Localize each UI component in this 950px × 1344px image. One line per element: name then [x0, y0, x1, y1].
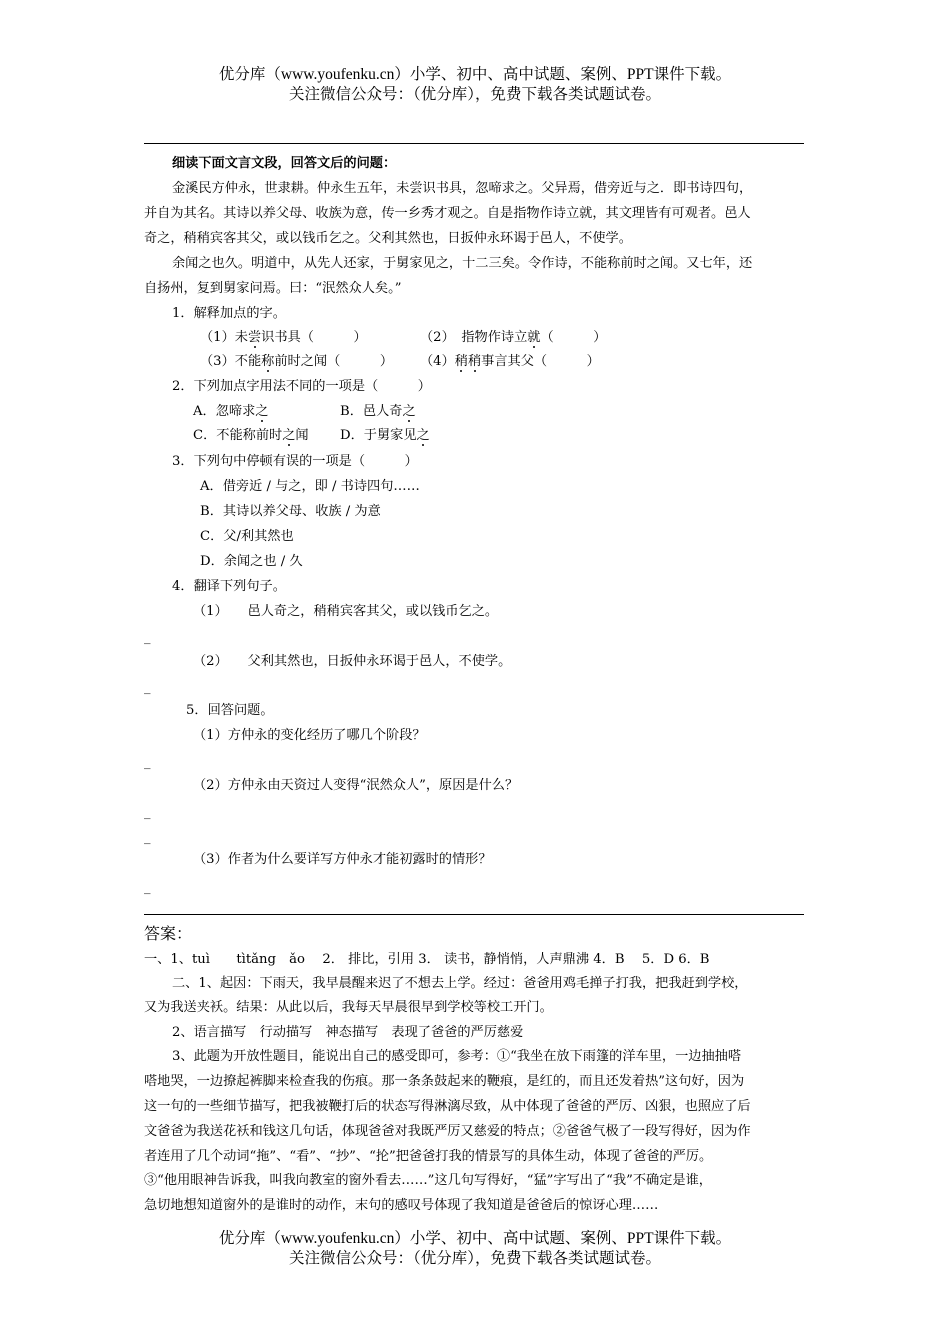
- answer-line: ③“他用眼神告诉我，叫我向教室的窗外看去……”这几句写得好，“猛”字写出了“我”不确定是谁，: [144, 1173, 712, 1188]
- q2-option-a: [193, 403, 268, 421]
- answer-line: 二、1、起因：下雨天，我早晨醒来迟了不想去上学。经过：爸爸用鸡毛掸子打我，把我赶到学校，: [172, 976, 748, 991]
- answer-line: 者连用了几个动词“拖”、“看”、“抄”、“抡”把爸爸打我的情景写的具体生动，体现了爸爸的严厉。: [144, 1149, 713, 1164]
- answer-line: 嗒地哭，一边撩起裤脚来检查我的伤痕。那一条条鼓起来的鞭痕，是红的，而且还发着热”这句好，因为: [144, 1074, 745, 1089]
- question-5-stem: 5．回答问题。: [186, 703, 274, 718]
- instruction: 细读下面文言文段，回答文后的问题：: [172, 156, 397, 171]
- answers-title: 答案：: [144, 924, 193, 943]
- q3-option-d: D．余闻之也 / 久: [200, 554, 303, 569]
- q3-option-c: C．父/利其然也: [200, 529, 294, 544]
- q2-option-d-text: D．于舅家见: [340, 428, 417, 443]
- q2-option-a-text: A．忽啼求: [193, 404, 256, 419]
- q1-item-3-pre: （3）不能: [200, 354, 262, 369]
- answer-blank-marker: _: [144, 630, 151, 645]
- q2-option-a-dotted-char: 之: [255, 404, 269, 419]
- q2-option-d-dotted-char: 之: [416, 428, 430, 443]
- q1-item-3-dotted-char: 称: [261, 354, 275, 369]
- answer-blank-marker: _: [144, 880, 151, 895]
- answer-line: 文爸爸为我送花袄和钱这几句话，体现爸爸对我既严厉又慈爱的特点；②爸爸气极了一段写得好，因为作: [144, 1124, 751, 1139]
- question-4-stem: 4．翻译下列句子。: [172, 579, 286, 594]
- answer-line: 这一句的一些细节描写，把我被鞭打后的状态写得淋漓尽致，从中体现了爸爸的严厉、凶狠，也照应了后: [144, 1099, 751, 1114]
- q2-option-b-dotted-char: 之: [402, 404, 416, 419]
- answer-divider: [144, 914, 804, 915]
- question-3-stem: 3．下列句中停顿有误的一项是（ ）: [172, 454, 418, 469]
- answer-line: 一、1、tuì tìtǎng ǎo 2． 排比，引用 3． 读书，静悄悄，人声鼎沸 4．B 5．D 6．B: [144, 952, 710, 967]
- q2-option-d: [340, 427, 430, 445]
- header-line-2: 关注微信公众号：（优分库），免费下载各类试题试卷。: [288, 86, 661, 103]
- answer-blank-marker: _: [144, 680, 151, 695]
- answer-blank-marker: _: [144, 755, 151, 770]
- q2-option-c-tail: 闻: [295, 428, 309, 443]
- q1-item-3-post: 前时之闻（ ）: [274, 354, 394, 369]
- q4-sentence-1: （1） 邑人奇之，稍稍宾客其父，或以钱币乞之。: [193, 604, 499, 619]
- footer-line-2: 关注微信公众号：（优分库），免费下载各类试题试卷。: [288, 1250, 661, 1267]
- q1-item-1-dotted-char: 尝: [247, 330, 262, 345]
- q1-item-4-dotted-char: 稍: [454, 354, 468, 369]
- passage-line: 金溪民方仲永，世隶耕。仲永生五年，未尝识书具，忽啼求之。父异焉，借旁近与之．即书诗四句，: [172, 181, 753, 196]
- q1-item-4: [420, 353, 600, 371]
- question-1-stem: 1．解释加点的字。: [172, 306, 286, 321]
- q3-option-b: B．其诗以养父母、收族 / 为意: [200, 504, 381, 519]
- answer-line: 3、此题为开放性题目，能说出自己的感受即可，参考：①“我坐在放下雨篷的洋车里，一边抽抽嗒: [172, 1049, 742, 1064]
- q1-item-4-post: 事言其父（ ）: [481, 354, 600, 369]
- q5-sub-2: （2）方仲永由天资过人变得“泯然众人”，原因是什么？: [193, 778, 519, 793]
- q1-item-1-pre: （1）未: [200, 330, 248, 345]
- answer-line: 又为我送夹袄。结果：从此以后，我每天早晨很早到学校等校工开门。: [144, 1000, 553, 1015]
- footer-line-1: 优分库（www.youfenku.cn）小学、初中、高中试题、案例、PPT课件下载。: [218, 1230, 732, 1247]
- answer-line: 急切地想知道窗外的是谁时的动作，末句的感叹号体现了我知道是爸爸后的惊讶心理……: [144, 1198, 659, 1213]
- q2-option-c-dotted-char: 之: [282, 428, 296, 443]
- q3-option-a: A．借旁近 / 与之，即 / 书诗四句……: [200, 479, 420, 494]
- q1-item-1-post: 识书具（ ）: [261, 330, 367, 345]
- q2-option-c: [193, 427, 309, 445]
- passage-line: 奇之，稍稍宾客其父，或以钱币乞之。父利其然也，日扳仲永环谒于邑人，不使学。: [144, 231, 632, 246]
- q1-item-2-post: （ ）: [540, 330, 607, 345]
- q1-item-1: [200, 329, 367, 347]
- q1-item-2-dotted-char: 就: [527, 330, 541, 345]
- q2-option-c-text: C．不能称前时: [193, 428, 283, 443]
- q1-item-4-pre: （4）: [420, 354, 455, 369]
- q1-item-4-dotted-char: 稍: [467, 354, 482, 369]
- q2-option-b-text: B．邑人奇: [340, 404, 403, 419]
- q1-item-3: [200, 353, 393, 371]
- header-line-1: 优分库（www.youfenku.cn）小学、初中、高中试题、案例、PPT课件下载。: [218, 66, 732, 83]
- q4-sentence-2: （2） 父利其然也，日扳仲永环谒于邑人，不使学。: [193, 654, 512, 669]
- question-2-stem: 2．下列加点字用法不同的一项是（ ）: [172, 379, 431, 394]
- passage-line: 并自为其名。其诗以养父母、收族为意，传一乡秀才观之。自是指物作诗立就，其文理皆有可观者。邑人: [144, 206, 751, 221]
- passage-line: 自扬州，复到舅家问焉。曰：“泯然众人矣。”: [144, 281, 402, 296]
- q1-item-2-pre: （2） 指物作诗立: [420, 330, 528, 345]
- answer-blank-marker: _: [144, 830, 151, 845]
- top-divider: [144, 143, 804, 144]
- answer-blank-marker: _: [144, 805, 151, 820]
- q1-item-2: [420, 329, 606, 347]
- answer-line: 2、语言描写 行动描写 神态描写 表现了爸爸的严厉慈爱: [172, 1025, 524, 1040]
- q5-sub-3: （3）作者为什么要详写方仲永才能初露时的情形？: [193, 852, 492, 867]
- q2-option-b: [340, 403, 416, 421]
- passage-line: 余闻之也久。明道中，从先人还家，于舅家见之，十二三矣。令作诗，不能称前时之闻。又七年，还: [172, 256, 753, 271]
- q5-sub-1: （1）方仲永的变化经历了哪几个阶段？: [193, 728, 426, 743]
